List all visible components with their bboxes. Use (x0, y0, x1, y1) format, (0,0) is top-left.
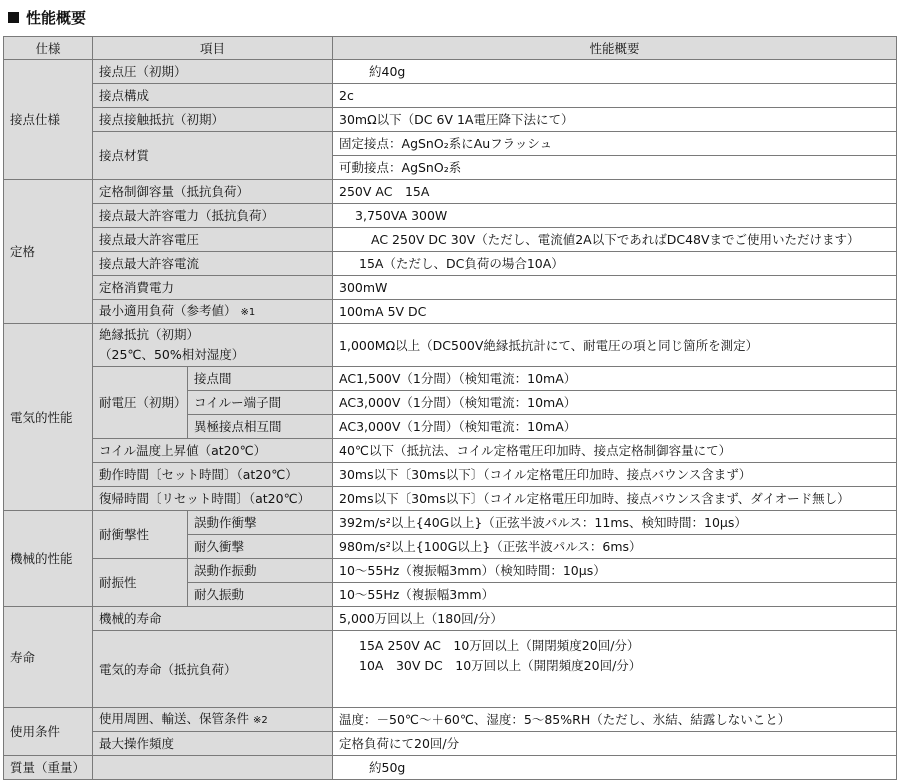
item-label: コイル温度上昇値（at20℃） (93, 439, 333, 463)
item-value: 1,000MΩ以上（DC500V絶縁抵抗計にて、耐電圧の項と同じ箇所を測定） (333, 324, 897, 367)
item-label: 耐衝撃性 (93, 511, 188, 559)
footnote-mark: ※2 (253, 715, 268, 726)
item-label: 接点最大許容電流 (93, 252, 333, 276)
item-label: 接点圧（初期） (93, 60, 333, 84)
item-label: 最小適用負荷（参考値） (99, 303, 237, 318)
sub-item-label: 耐久衝撃 (188, 535, 333, 559)
table-row (4, 463, 897, 487)
item-value: 約50g (333, 756, 897, 780)
item-label: 機械的寿命 (93, 607, 333, 631)
header-item: 項目 (93, 37, 333, 60)
table-row (4, 60, 897, 84)
table-row (4, 487, 897, 511)
footnote-mark: ※1 (240, 307, 256, 318)
item-value: 980m/s²以上{100G以上}（正弦半波パルス：6ms） (333, 535, 897, 559)
item-value-cell (333, 631, 897, 708)
sub-item-label: コイルー端子間 (188, 391, 333, 415)
item-value: 5,000万回以上（180回/分） (333, 607, 897, 631)
item-label: 耐電圧（初期） (93, 367, 188, 439)
table-row (4, 300, 897, 324)
table-row (4, 180, 897, 204)
item-value: 30mΩ以下（DC 6V 1A電圧降下法にて） (333, 108, 897, 132)
table-row (4, 439, 897, 463)
item-label-cell (93, 300, 333, 324)
item-value: 10～55Hz（複振幅3mm） (333, 583, 897, 607)
sub-item-label: 接点間 (188, 367, 333, 391)
category-electrical: 電気的性能 (4, 324, 93, 511)
item-label-sub: （25℃、50%相対湿度） (99, 347, 245, 362)
item-label: 接点材質 (93, 132, 333, 180)
table-row (4, 108, 897, 132)
item-label: 接点最大許容電力（抵抗負荷） (93, 204, 333, 228)
spec-table (3, 36, 897, 780)
square-bullet-icon (8, 12, 19, 23)
heading-text: 性能概要 (26, 8, 87, 27)
item-label-cell (93, 324, 333, 367)
table-row (4, 732, 897, 756)
item-value: 392m/s²以上{40G以上}（正弦半波パルス：11ms、検知時間：10μs） (333, 511, 897, 535)
item-value: 10A 30V DC 10万回以上（開閉頻度20回/分） (359, 658, 642, 673)
item-value: 約40g (333, 60, 897, 84)
item-value: 250V AC 15A (333, 180, 897, 204)
item-label-cell (93, 708, 333, 732)
section-heading (8, 5, 86, 29)
table-row (4, 607, 897, 631)
category-contact: 接点仕様 (4, 60, 93, 180)
category-mechanical: 機械的性能 (4, 511, 93, 607)
item-label: 定格消費電力 (93, 276, 333, 300)
item-label: 接点最大許容電圧 (93, 228, 333, 252)
item-value: 可動接点：AgSnO₂系 (333, 156, 897, 180)
item-label: 電気的寿命（抵抗負荷） (93, 631, 333, 708)
table-row (4, 559, 897, 583)
item-value: AC3,000V（1分間）（検知電流：10mA） (333, 415, 897, 439)
item-value: 40℃以下（抵抗法、コイル定格電圧印加時、接点定格制御容量にて） (333, 439, 897, 463)
item-value: AC3,000V（1分間）（検知電流：10mA） (333, 391, 897, 415)
item-value: 300mW (333, 276, 897, 300)
item-label: 最大操作頻度 (93, 732, 333, 756)
item-value: 15A（ただし、DC負荷の場合10A） (333, 252, 897, 276)
item-label: 絶縁抵抗（初期） (99, 327, 200, 342)
item-label: 接点接触抵抗（初期） (93, 108, 333, 132)
table-row (4, 367, 897, 391)
table-row (4, 324, 897, 367)
item-value: 10～55Hz（複振幅3mm）（検知時間：10μs） (333, 559, 897, 583)
item-value: 3,750VA 300W (333, 204, 897, 228)
table-row (4, 708, 897, 732)
item-value: 温度：－50℃～＋60℃、湿度：5～85%RH（ただし、氷結、結露しないこと） (333, 708, 897, 732)
item-value: AC 250V DC 30V（ただし、電流値2A以下であればDC48Vまでご使用いただけます） (333, 228, 897, 252)
table-row (4, 631, 897, 708)
item-value: AC1,500V（1分間）（検知電流：10mA） (333, 367, 897, 391)
sub-item-label: 異極接点相互間 (188, 415, 333, 439)
category-rating: 定格 (4, 180, 93, 324)
table-row (4, 228, 897, 252)
item-value: 100mA 5V DC (333, 300, 897, 324)
table-row (4, 276, 897, 300)
table-row (4, 204, 897, 228)
item-value: 30ms以下〔30ms以下〕（コイル定格電圧印加時、接点バウンス含まず） (333, 463, 897, 487)
item-label: 復帰時間〔リセット時間〕（at20℃） (93, 487, 333, 511)
item-label: 使用周囲、輸送、保管条件 (99, 711, 250, 726)
category-usage: 使用条件 (4, 708, 93, 756)
item-label: 接点構成 (93, 84, 333, 108)
item-label: 定格制御容量（抵抗負荷） (93, 180, 333, 204)
header-spec: 仕様 (4, 37, 93, 60)
sub-item-label: 耐久振動 (188, 583, 333, 607)
item-value: 定格負荷にて20回/分 (333, 732, 897, 756)
header-performance: 性能概要 (333, 37, 897, 60)
item-label: 動作時間〔セット時間〕（at20℃） (93, 463, 333, 487)
item-value: 2c (333, 84, 897, 108)
item-value: 15A 250V AC 10万回以上（開閉頻度20回/分） (359, 638, 640, 653)
header-row (4, 37, 897, 60)
category-life: 寿命 (4, 607, 93, 708)
item-label: 耐振性 (93, 559, 188, 607)
item-value: 固定接点：AgSnO₂系にAuフラッシュ (333, 132, 897, 156)
sub-item-label: 誤動作衝撃 (188, 511, 333, 535)
table-row (4, 511, 897, 535)
table-row (4, 132, 897, 156)
table-row (4, 252, 897, 276)
table-row (4, 84, 897, 108)
sub-item-label: 誤動作振動 (188, 559, 333, 583)
category-mass: 質量（重量） (4, 756, 93, 780)
item-value: 20ms以下〔30ms以下〕（コイル定格電圧印加時、接点バウンス含まず、ダイオード無し） (333, 487, 897, 511)
